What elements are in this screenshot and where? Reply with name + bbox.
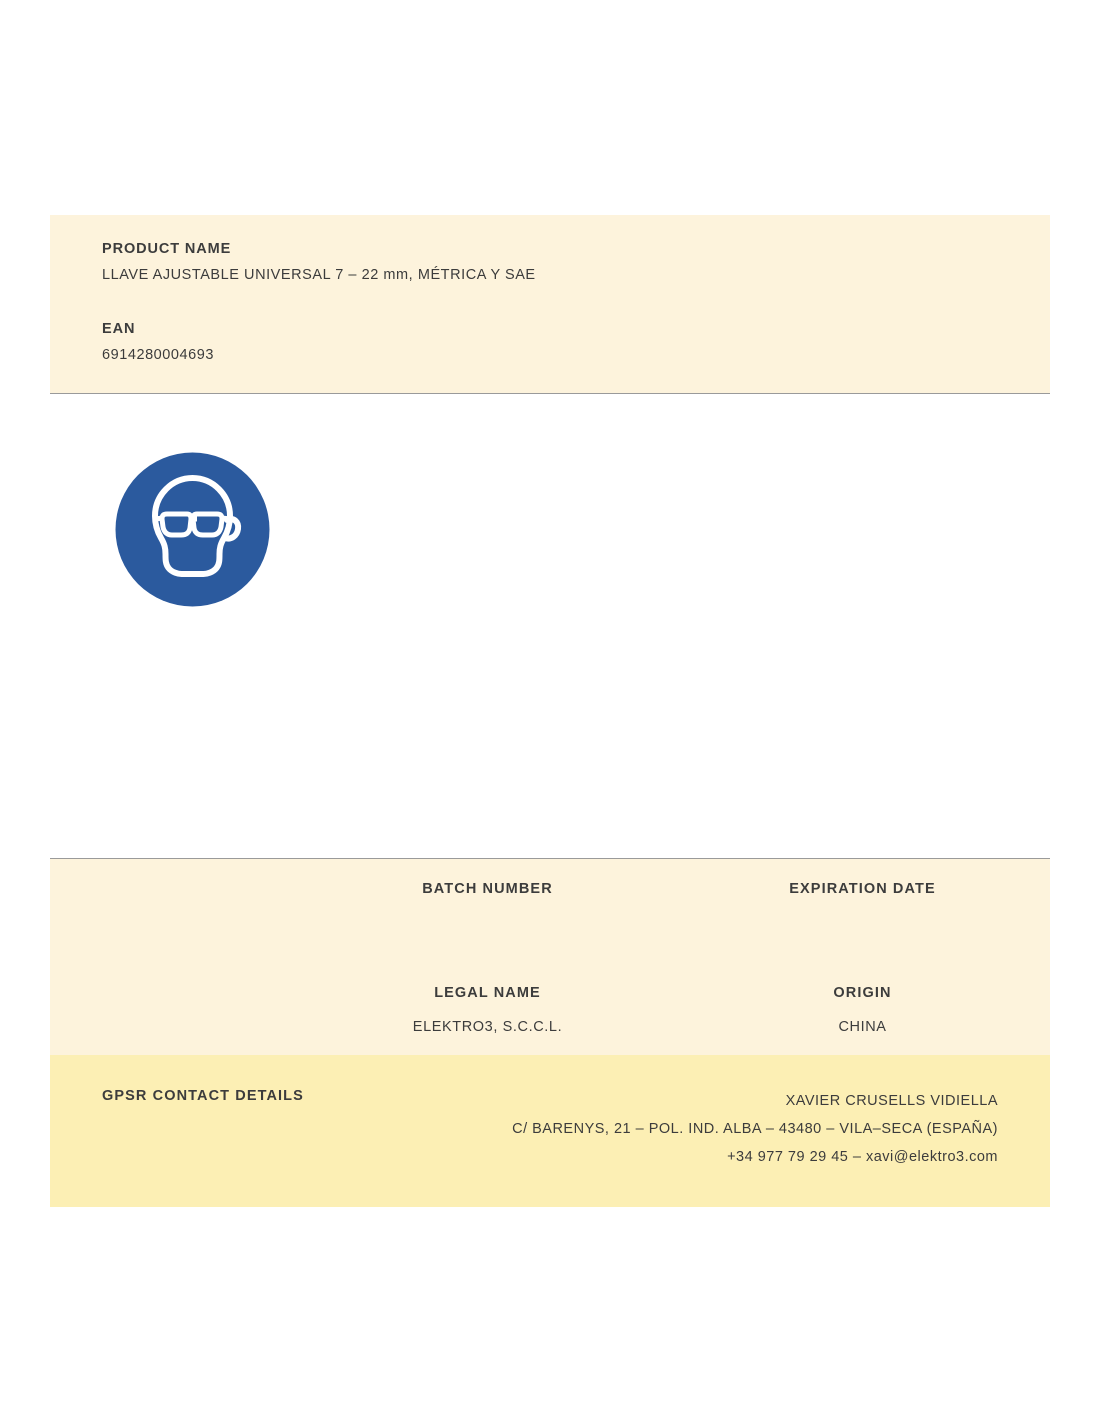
product-name-value: LLAVE AJUSTABLE UNIVERSAL 7 – 22 mm, MÉTRICA Y SAE (102, 267, 536, 283)
spacer (50, 933, 1050, 985)
legal-name-value: ELEKTRO3, S.C.C.L. (412, 1019, 563, 1035)
traceability-panel (50, 858, 1050, 1066)
spacer (102, 283, 998, 321)
origin-label: ORIGIN (833, 985, 892, 1001)
batch-number-cell (300, 881, 675, 933)
legal-name-label: LEGAL NAME (434, 985, 541, 1001)
wear-eye-protection-icon (115, 452, 270, 607)
grid-spacer (50, 881, 300, 933)
contact-address: C/ BARENYS, 21 – POL. IND. ALBA – 43480 – VILA–SECA (ESPAÑA) (512, 1121, 998, 1137)
legal-name-cell (300, 985, 675, 1037)
gpsr-contact-panel (50, 1055, 1050, 1207)
expiration-date-cell (675, 881, 1050, 933)
contact-phone-email: +34 977 79 29 45 – xavi@elektro3.com (727, 1149, 998, 1165)
legal-origin-row (50, 985, 1050, 1037)
ean-value: 6914280004693 (102, 347, 214, 363)
batch-expiration-row (50, 881, 1050, 933)
gpsr-contact-lines (512, 1087, 998, 1171)
batch-number-label: BATCH NUMBER (422, 881, 553, 897)
grid-spacer (50, 985, 300, 1037)
expiration-date-value (685, 915, 1040, 933)
origin-cell (675, 985, 1050, 1037)
gpsr-contact-label: GPSR CONTACT DETAILS (102, 1088, 304, 1104)
product-details-panel (50, 215, 1050, 394)
batch-number-value (310, 915, 665, 933)
ean-label: EAN (102, 321, 136, 337)
product-name-label: PRODUCT NAME (102, 241, 232, 257)
pictogram-area (50, 430, 1050, 660)
expiration-date-label: EXPIRATION DATE (789, 881, 936, 897)
origin-value: CHINA (838, 1019, 887, 1035)
contact-person: XAVIER CRUSELLS VIDIELLA (785, 1093, 998, 1109)
